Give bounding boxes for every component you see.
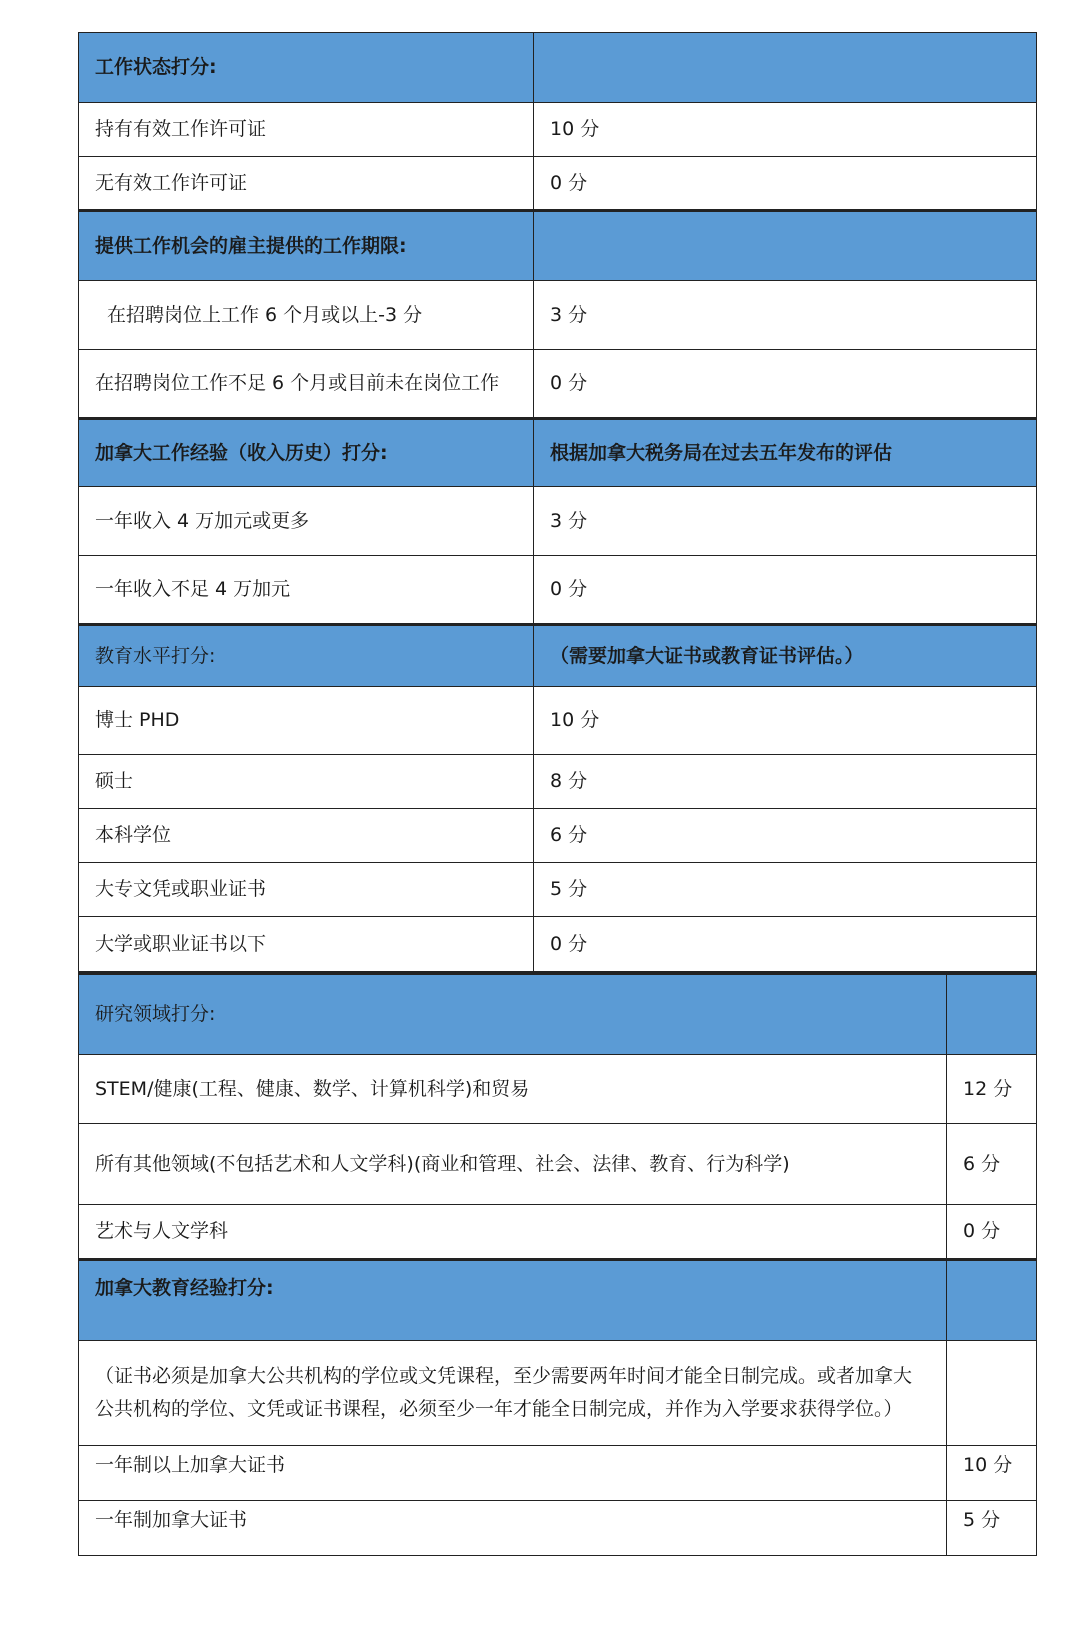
row-score: 0 分 — [534, 157, 1037, 211]
row-label: STEM/健康(工程、健康、数学、计算机科学)和贸易 — [79, 1055, 947, 1124]
row-score: 8 分 — [534, 755, 1037, 809]
row-score: 6 分 — [947, 1124, 1037, 1205]
canada-education-header: 加拿大教育经验打分: — [79, 1260, 947, 1341]
row-score: 0 分 — [947, 1205, 1037, 1260]
table-row — [79, 1341, 1037, 1446]
row-label: 博士 PHD — [79, 687, 534, 755]
row-label: 所有其他领域(不包括艺术和人文学科)(商业和管理、社会、法律、教育、行为科学) — [79, 1124, 947, 1205]
row-label: 在招聘岗位上工作 6 个月或以上-3 分 — [79, 281, 534, 350]
table-row — [79, 350, 1037, 419]
table-row — [79, 1205, 1037, 1260]
row-score: 10 分 — [534, 103, 1037, 157]
table-row — [79, 556, 1037, 625]
row-score: 0 分 — [534, 350, 1037, 419]
points-document — [78, 32, 1036, 1556]
table-row — [79, 1446, 1037, 1501]
row-label: 艺术与人文学科 — [79, 1205, 947, 1260]
row-label: 硕士 — [79, 755, 534, 809]
canada-work-experience-note: 根据加拿大税务局在过去五年发布的评估 — [534, 419, 1037, 487]
table-row — [79, 755, 1037, 809]
row-score: 12 分 — [947, 1055, 1037, 1124]
section-header-field-of-study — [79, 974, 1037, 1055]
row-score: 6 分 — [534, 809, 1037, 863]
field-of-study-header-empty — [947, 974, 1037, 1055]
row-score: 5 分 — [534, 863, 1037, 917]
section-header-work-status — [79, 33, 1037, 103]
table-row — [79, 487, 1037, 556]
table-row — [79, 917, 1037, 972]
row-score: 10 分 — [947, 1446, 1037, 1501]
table-row — [79, 1055, 1037, 1124]
table-row — [79, 1124, 1037, 1205]
section-header-canada-work-experience — [79, 419, 1037, 487]
row-score: 0 分 — [534, 917, 1037, 972]
scoring-table-two-column — [78, 32, 1037, 972]
table-row — [79, 281, 1037, 350]
table-row — [79, 687, 1037, 755]
section-header-canada-education — [79, 1260, 1037, 1341]
education-header: 教育水平打分: — [79, 625, 534, 687]
row-label: 大专文凭或职业证书 — [79, 863, 534, 917]
row-label: 一年收入 4 万加元或更多 — [79, 487, 534, 556]
row-label: 无有效工作许可证 — [79, 157, 534, 211]
canada-work-experience-header: 加拿大工作经验（收入历史）打分: — [79, 419, 534, 487]
table-row — [79, 1501, 1037, 1556]
work-status-header: 工作状态打分: — [79, 33, 534, 103]
row-label: 持有有效工作许可证 — [79, 103, 534, 157]
row-label: 一年制加拿大证书 — [79, 1501, 947, 1556]
table-row — [79, 809, 1037, 863]
row-label: 在招聘岗位工作不足 6 个月或目前未在岗位工作 — [79, 350, 534, 419]
scoring-table-wide-label — [78, 972, 1037, 1556]
field-of-study-header: 研究领域打分: — [79, 974, 947, 1055]
canada-education-note: （证书必须是加拿大公共机构的学位或文凭课程，至少需要两年时间才能全日制完成。或者加拿大公共机构的学位、文凭或证书课程，必须至少一年才能全日制完成，并作为入学要求获得学位。） — [79, 1341, 947, 1446]
canada-education-header-empty — [947, 1260, 1037, 1341]
row-label: 一年制以上加拿大证书 — [79, 1446, 947, 1501]
education-note: （需要加拿大证书或教育证书评估。） — [534, 625, 1037, 687]
canada-education-note-empty — [947, 1341, 1037, 1446]
section-header-education — [79, 625, 1037, 687]
table-row — [79, 157, 1037, 211]
section-header-employment-period — [79, 211, 1037, 281]
row-score: 3 分 — [534, 281, 1037, 350]
row-label: 本科学位 — [79, 809, 534, 863]
table-row — [79, 103, 1037, 157]
work-status-header-empty — [534, 33, 1037, 103]
row-score: 0 分 — [534, 556, 1037, 625]
row-score: 3 分 — [534, 487, 1037, 556]
table-row — [79, 863, 1037, 917]
row-score: 10 分 — [534, 687, 1037, 755]
row-label: 大学或职业证书以下 — [79, 917, 534, 972]
employment-period-header-empty — [534, 211, 1037, 281]
row-score: 5 分 — [947, 1501, 1037, 1556]
employment-period-header: 提供工作机会的雇主提供的工作期限: — [79, 211, 534, 281]
row-label: 一年收入不足 4 万加元 — [79, 556, 534, 625]
